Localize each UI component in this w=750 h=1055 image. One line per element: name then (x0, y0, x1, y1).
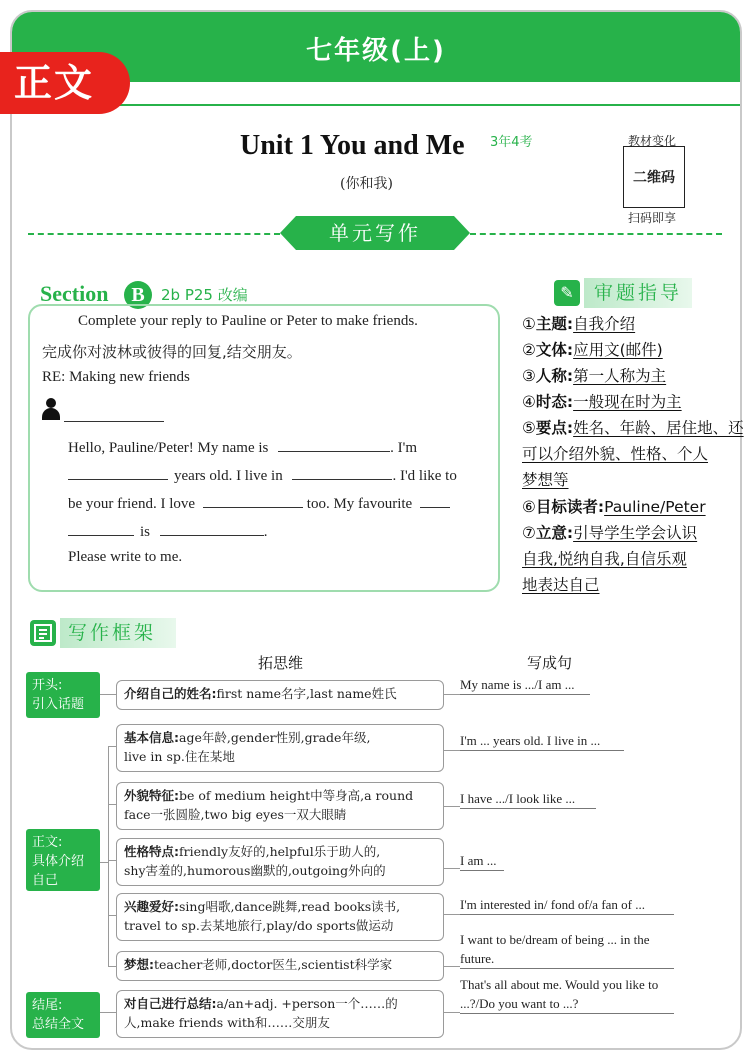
person-icon (46, 398, 56, 408)
blank-favourite-b[interactable] (68, 521, 134, 536)
qr-caption-bottom: 扫码即享 (628, 211, 677, 225)
connector-s2 (444, 750, 460, 751)
connector-s7 (444, 1012, 460, 1013)
guide-item-intent-3: 地表达自己 (522, 576, 600, 594)
section-heading: 单元写作 (296, 216, 454, 250)
connector-s5 (444, 914, 460, 915)
connector-s3 (444, 806, 460, 807)
group-opening: 开头: 引入话题 (26, 672, 100, 718)
heading-left-rule (28, 233, 280, 235)
group-ending: 结尾: 总结全文 (26, 992, 100, 1038)
letter-line-3: be your friend. I love too. My favourite (68, 493, 450, 513)
idea-appearance: 外貌特征:be of medium height中等身高,a round face一张圆脸,two big eyes一双大眼睛 (116, 782, 444, 830)
col-header-ideas: 拓思维 (258, 654, 304, 672)
guide-item-genre: ②文体:应用文(邮件) (522, 341, 663, 359)
header-divider (116, 104, 740, 106)
group-body: 正文: 具体介绍 自己 (26, 829, 100, 891)
guide-item-intent-2: 自我,悦纳自我,自信乐观 (522, 550, 687, 568)
framework-title: 写作框架 (60, 618, 176, 648)
idea-summary: 对自己进行总结:a/an+adj. +person一个……的 人,make friends with和……交朋友 (116, 990, 444, 1038)
body-tag: 正文 (0, 52, 130, 114)
connector-branch-3 (108, 860, 116, 861)
letter-line-4: is . (68, 521, 268, 541)
idea-hobbies: 兴趣爱好:sing唱歌,dance跳舞,read books读书, travel to sp.去某地旅行,play/do sports做运动 (116, 893, 444, 941)
idea-name: 介绍自己的姓名:first name名字,last name姓氏 (116, 680, 444, 710)
task-instruction-en: Complete your reply to Pauline or Peter to make friends. (78, 313, 418, 329)
section-label: Section (40, 281, 109, 306)
heading-left-arrow (280, 216, 296, 250)
qr-caption-top: 教材变化 (628, 134, 677, 148)
sentence-basic-info: I'm ... years old. I live in ... (460, 731, 624, 751)
blank-favourite-a[interactable] (420, 493, 450, 508)
exam-frequency-badge: 3年4考 (490, 135, 533, 150)
heading-right-arrow (454, 216, 470, 250)
sentence-personality: I am ... (460, 851, 504, 871)
guide-item-person: ③人称:第一人称为主 (522, 367, 667, 385)
blank-love[interactable] (203, 493, 303, 508)
guide-item-points-2: 可以介绍外貌、性格、个人 (522, 445, 709, 463)
guide-item-topic: ①主题:自我介绍 (522, 315, 636, 333)
connector-s6 (444, 966, 460, 967)
task-instruction-zh: 完成你对波林或彼得的回复,结交朋友。 (42, 343, 302, 361)
idea-personality: 性格特点:friendly友好的,helpful乐于助人的, shy害羞的,humorous幽默的,outgoing外向的 (116, 838, 444, 886)
unit-subtitle: (你和我) (340, 176, 393, 192)
heading-right-rule (470, 233, 722, 235)
qr-code[interactable]: 二维码 (623, 146, 685, 208)
framework-icon (30, 620, 56, 646)
connector-opening (100, 694, 116, 695)
guide-title: 审题指导 (584, 278, 692, 308)
guide-item-intent: ⑦立意:引导学生学会认识 (522, 524, 698, 542)
letter-line-5: Please write to me. (68, 549, 183, 565)
connector-branch-5 (108, 966, 116, 967)
guide-item-tense: ④时态:一般现在时为主 (522, 393, 682, 411)
connector-ending (100, 1012, 116, 1013)
connector-s4 (444, 868, 460, 869)
idea-dream: 梦想:teacher老师,doctor医生,scientist科学家 (116, 951, 444, 981)
name-blank[interactable] (64, 421, 164, 422)
person-icon-body (42, 408, 60, 420)
grade-title: 七年级(上) (306, 36, 446, 66)
guide-item-reader: ⑥目标读者:Pauline/Peter (522, 498, 706, 516)
connector-branch-1 (108, 746, 116, 747)
blank-place[interactable] (292, 465, 392, 480)
sentence-hobbies: I'm interested in/ fond of/a fan of ... (460, 895, 674, 915)
sentence-summary: That's all about me. Would you like to ...?/Do you want to ...? (460, 975, 674, 1014)
guide-item-points: ⑤要点:姓名、年龄、居住地、还 (522, 419, 744, 437)
sentence-dream: I want to be/dream of being ... in the future. (460, 930, 674, 969)
unit-title: Unit 1 You and Me (240, 130, 465, 161)
edit-icon: ✎ (554, 280, 580, 306)
idea-basic-info: 基本信息:age年龄,gender性别,grade年级, live in sp.住在某地 (116, 724, 444, 772)
sentence-appearance: I have .../I look like ... (460, 789, 596, 809)
task-source: 2b P25 改编 (161, 286, 248, 304)
task-re-line: RE: Making new friends (42, 369, 190, 385)
sentence-name: My name is .../I am ... (460, 675, 590, 695)
guide-item-points-3: 梦想等 (522, 471, 569, 489)
connector-branch-4 (108, 915, 116, 916)
blank-favourite-c[interactable] (160, 521, 264, 536)
letter-line-2: years old. I live in . I'd like to (68, 465, 457, 485)
letter-line-1: Hello, Pauline/Peter! My name is . I'm (68, 437, 417, 457)
blank-name[interactable] (278, 437, 390, 452)
connector-branch-2 (108, 804, 116, 805)
connector-body (100, 862, 108, 863)
blank-age[interactable] (68, 465, 168, 480)
section-letter-badge: B (124, 281, 152, 309)
connector-s1 (444, 694, 460, 695)
col-header-sentences: 写成句 (527, 654, 573, 672)
